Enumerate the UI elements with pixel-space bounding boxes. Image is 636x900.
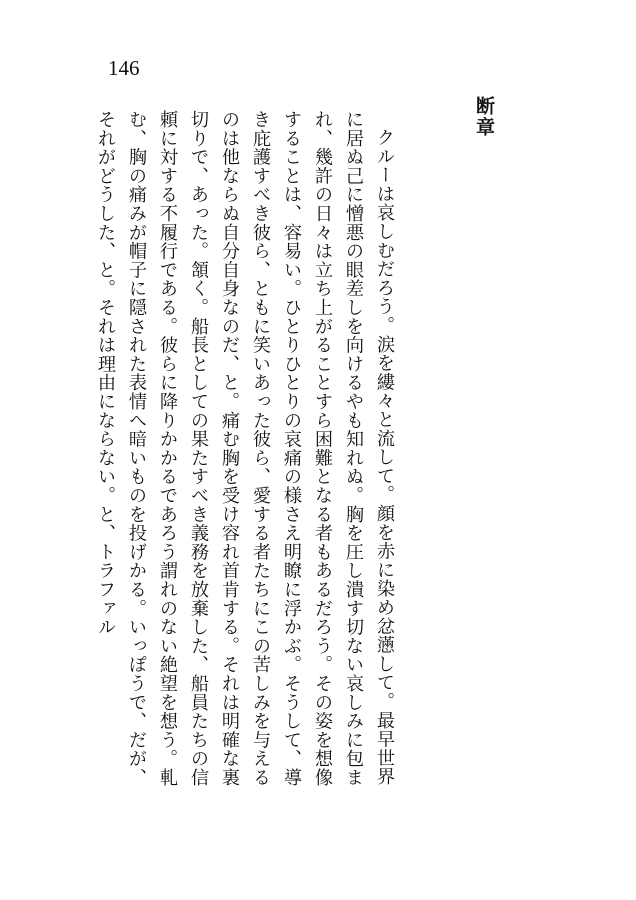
- chapter-title: 断章: [473, 96, 495, 138]
- body-text: [90, 110, 400, 800]
- paragraph: クルーは哀しむだろう。涙を縷々と流して。顔を赤に染め忿懣して。最早世界に居ぬ己に憎悪の眼差しを向けるやも知れぬ。胸を圧し潰す切ない哀しみに包まれ、幾許の日々は立ち上がることすら困難となる者もあるだろう。その姿を想像することは、容易い。ひとりひとりの哀痛の様さえ明瞭に浮かぶ。そうして、導き庇護すべき彼ら、ともに笑いあった彼ら、愛する者たちにこの苦しみを与えるのは他ならぬ自分自身なのだ、と。痛む胸を受け容れ首肯する。それは明確な裏切りで、あった。頷く。船長としての果たすべき義務を放棄した、船員たちの信頼に対する不履行である。彼らに降りかかるであろう謂れのない絶望を想う。軋む、胸の痛みが帽子に隠された表情へ暗いものを投げかる。いっぽうで、だが、それがどうした、と。それは理由にならない。と、トラファル: [95, 110, 395, 787]
- page-number: 146: [108, 56, 140, 80]
